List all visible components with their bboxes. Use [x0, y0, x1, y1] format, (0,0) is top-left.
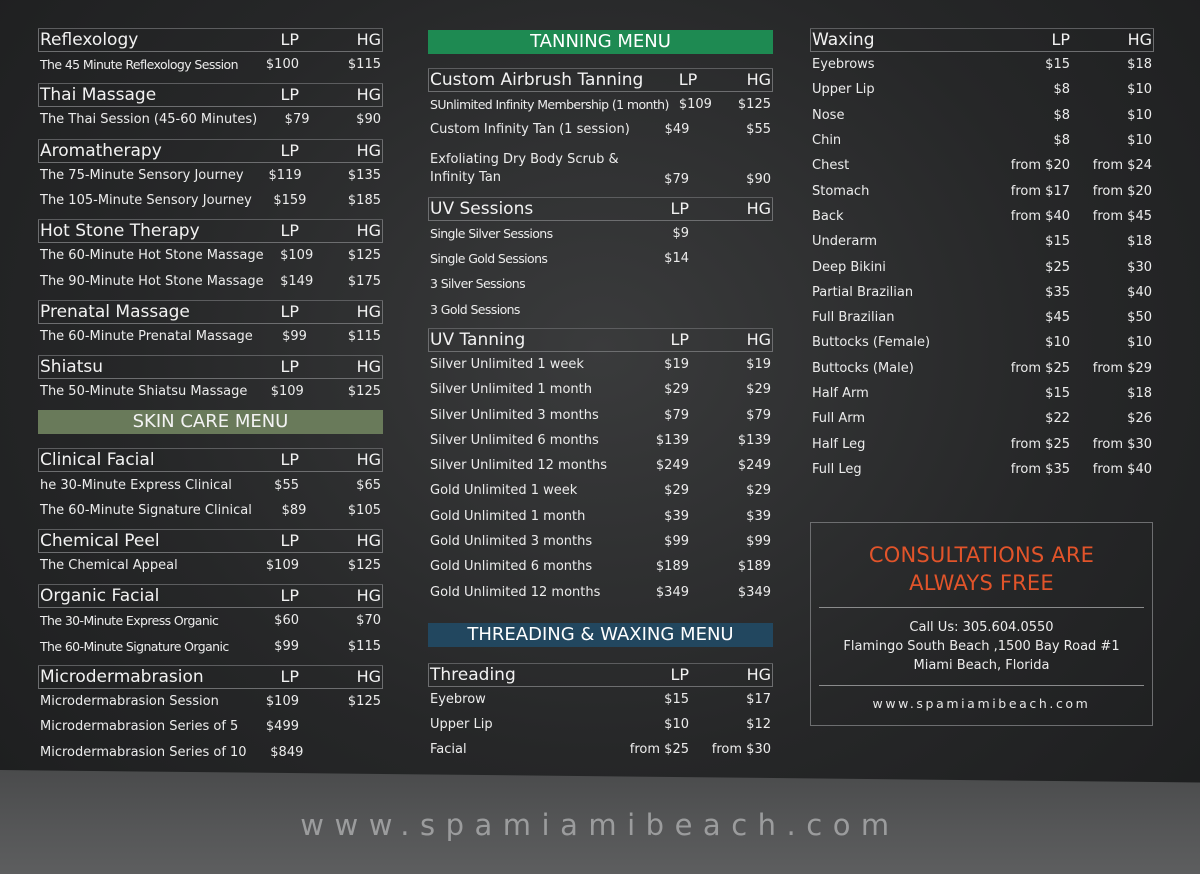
- service-name: Buttocks (Male): [812, 360, 914, 376]
- service-name: Silver Unlimited 6 months: [430, 432, 599, 448]
- hg-price: $30: [1127, 259, 1152, 275]
- lp-column-header: LP: [670, 198, 689, 218]
- hg-price: $125: [347, 558, 381, 574]
- service-name: Full Arm: [812, 411, 866, 427]
- service-name: Nose: [812, 107, 845, 123]
- price-row: [38, 379, 383, 404]
- service-name: 3 Gold Sessions: [430, 301, 520, 317]
- hg-price: $17: [746, 691, 771, 707]
- section-header: [38, 83, 383, 107]
- threading-banner: THREADING & WAXING MENU: [428, 623, 773, 647]
- hg-price: $29: [746, 483, 771, 499]
- hg-column-header: HG: [356, 85, 381, 105]
- price-row: [810, 356, 1154, 381]
- price-row: [810, 77, 1154, 102]
- lp-price: $79: [664, 171, 689, 187]
- service-name: Silver Unlimited 12 months: [430, 458, 608, 474]
- lp-price: $8: [1053, 133, 1070, 149]
- lp-price: from $20: [1010, 158, 1070, 174]
- waxing-column: [810, 28, 1154, 488]
- price-row: [810, 52, 1154, 77]
- menu-section: [428, 68, 773, 191]
- consult-headline-line1: CONSULTATIONS ARE: [868, 543, 1095, 567]
- service-name: Microdermabrasion Series of 10: [40, 744, 247, 760]
- section-title: Organic Facial: [40, 586, 160, 607]
- service-name: Partial Brazilian: [812, 284, 914, 300]
- lp-price: from $25: [1010, 436, 1070, 452]
- hg-column-header: HG: [356, 586, 381, 606]
- consult-headline: [811, 541, 1152, 597]
- service-name-line2: Infinity Tan: [430, 169, 502, 185]
- hg-price: $125: [347, 694, 381, 709]
- lp-price: $109: [280, 248, 314, 264]
- hg-column-header: HG: [356, 530, 381, 550]
- price-row: [428, 271, 773, 296]
- lp-price: $15: [1045, 386, 1070, 401]
- hg-price: $79: [746, 407, 771, 423]
- lp-price: from $25: [1010, 360, 1070, 376]
- service-name: Microdermabrasion Series of 5: [40, 719, 239, 735]
- hg-price: $90: [356, 112, 381, 128]
- massage-column: [38, 28, 383, 771]
- section-title: UV Sessions: [430, 198, 534, 219]
- lp-price: $19: [664, 356, 689, 372]
- price-row: [428, 246, 773, 271]
- hg-price: $26: [1127, 411, 1152, 427]
- hg-price: $50: [1127, 310, 1152, 326]
- menu-section: [38, 529, 383, 578]
- city: Miami Beach, Florida: [913, 658, 1050, 673]
- lp-price: $49: [664, 122, 690, 138]
- lp-price: $9: [672, 225, 689, 241]
- menu-section: [428, 663, 773, 763]
- price-row: [38, 472, 383, 497]
- service-name: Single Silver Sessions: [430, 225, 553, 241]
- lp-price: from $17: [1010, 183, 1070, 199]
- consult-headline-line2: ALWAYS FREE: [909, 571, 1054, 595]
- service-name: Gold Unlimited 1 week: [430, 483, 578, 499]
- lp-price: $109: [265, 558, 299, 574]
- hg-price: $19: [746, 356, 771, 372]
- lp-price: $8: [1053, 82, 1070, 98]
- hg-column-header: HG: [746, 664, 771, 684]
- service-name: The 60-Minute Signature Organic: [40, 638, 229, 654]
- lp-column-header: LP: [280, 221, 299, 241]
- menu-section: [38, 300, 383, 349]
- service-name: Gold Unlimited 6 months: [430, 559, 593, 575]
- hg-price: $10: [1127, 107, 1152, 123]
- service-name: Silver Unlimited 1 week: [430, 356, 584, 372]
- section-header: [38, 448, 383, 472]
- lp-price: $99: [274, 638, 299, 654]
- price-row: [38, 268, 383, 293]
- lp-price: $99: [664, 534, 689, 549]
- section-title: UV Tanning: [430, 329, 526, 350]
- price-row: [428, 352, 773, 377]
- lp-price: $119: [268, 167, 302, 183]
- lp-column-header: LP: [280, 586, 299, 606]
- section-header: [38, 139, 383, 163]
- hg-column-header: HG: [356, 301, 381, 321]
- lp-column-header: LP: [280, 450, 299, 470]
- hg-price: $99: [746, 534, 771, 549]
- price-row: [810, 457, 1154, 482]
- price-row: [428, 428, 773, 453]
- contact-info: [811, 618, 1152, 675]
- lp-price: $109: [678, 97, 712, 113]
- price-row: [810, 204, 1154, 229]
- service-name: Buttocks (Female): [812, 335, 931, 351]
- lp-price: $79: [284, 112, 310, 128]
- service-name: Silver Unlimited 3 months: [430, 407, 599, 423]
- lp-column-header: LP: [280, 85, 299, 105]
- section-header: [38, 219, 383, 243]
- menu-section: [38, 584, 383, 659]
- service-name: Back: [812, 208, 844, 224]
- hg-price: from $29: [1092, 360, 1152, 376]
- lp-column-header: LP: [280, 30, 299, 49]
- service-name: [430, 151, 629, 187]
- lp-price: $39: [664, 508, 689, 524]
- price-row: [810, 431, 1154, 456]
- lp-price: $189: [655, 559, 689, 575]
- hg-price: $115: [347, 57, 381, 73]
- price-row: [38, 689, 383, 714]
- section-header: [38, 28, 383, 52]
- price-row: [810, 305, 1154, 330]
- hg-price: $18: [1127, 234, 1152, 250]
- price-row: [428, 529, 773, 554]
- section-title: Shiatsu: [40, 357, 104, 378]
- lp-price: $139: [655, 432, 689, 448]
- service-name: The 45 Minute Reflexology Session: [40, 57, 238, 73]
- menu-section: [38, 355, 383, 404]
- lp-price: from $35: [1010, 461, 1070, 477]
- hg-price: from $45: [1092, 208, 1152, 224]
- service-name: The 60-Minute Prenatal Massage: [40, 328, 253, 344]
- price-row: [428, 117, 773, 142]
- hg-price: $90: [746, 171, 771, 187]
- price-row: [428, 92, 773, 117]
- hg-column-header: HG: [746, 198, 771, 218]
- service-name: Gold Unlimited 1 month: [430, 508, 586, 524]
- section-header: [428, 328, 773, 352]
- service-name: Half Leg: [812, 436, 866, 452]
- lp-price: $8: [1053, 107, 1070, 123]
- hg-price: $115: [347, 638, 381, 654]
- hg-price: from $30: [711, 742, 771, 758]
- hg-price: $349: [737, 584, 771, 600]
- hg-column-header: HG: [356, 30, 381, 49]
- service-name: Upper Lip: [430, 717, 493, 733]
- menu-section: [38, 665, 383, 765]
- service-name: Underarm: [812, 234, 878, 250]
- lp-price: $15: [664, 691, 689, 707]
- section-title: Microdermabrasion: [40, 666, 204, 687]
- price-row: [810, 153, 1154, 178]
- service-name: The Chemical Appeal: [40, 558, 178, 574]
- section-header: [428, 197, 773, 221]
- lp-price: $22: [1045, 411, 1070, 427]
- price-row: [38, 188, 383, 213]
- service-name: The 60-Minute Hot Stone Massage: [40, 248, 264, 264]
- hg-price: $139: [737, 432, 771, 448]
- service-name: Eyebrows: [812, 57, 875, 73]
- service-name-line1: Exfoliating Dry Body Scrub &: [430, 151, 619, 167]
- lp-price: $79: [664, 407, 689, 423]
- divider: [819, 685, 1144, 686]
- price-row: [428, 221, 773, 246]
- lp-price: $29: [664, 483, 689, 499]
- service-name: The 30-Minute Express Organic: [40, 613, 219, 629]
- hg-price: from $20: [1092, 183, 1152, 199]
- price-row: [810, 406, 1154, 431]
- section-header: [38, 529, 383, 553]
- hg-price: $18: [1127, 386, 1152, 401]
- hg-price: $10: [1127, 82, 1152, 98]
- section-title: Waxing: [812, 30, 875, 50]
- lp-column-header: LP: [1051, 30, 1070, 49]
- service-name: Deep Bikini: [812, 259, 886, 275]
- service-name: Microdermabrasion Session: [40, 694, 219, 709]
- service-name: The 50-Minute Shiatsu Massage: [40, 384, 248, 400]
- lp-price: $10: [664, 717, 689, 733]
- hg-column-header: HG: [356, 221, 381, 241]
- price-row: [810, 128, 1154, 153]
- lp-price: $29: [664, 382, 689, 398]
- service-name: Custom Infinity Tan (1 session): [430, 122, 630, 138]
- hg-column-header: HG: [356, 666, 381, 686]
- service-name: SUnlimited Infinity Membership (1 month): [430, 97, 669, 113]
- section-header: [38, 355, 383, 379]
- hg-column-header: HG: [356, 450, 381, 470]
- menu-section: [428, 197, 773, 322]
- hg-price: $115: [347, 328, 381, 344]
- tanning-column: [428, 30, 773, 769]
- lp-column-header: LP: [280, 357, 299, 377]
- price-row: [428, 737, 773, 762]
- price-row: [38, 608, 383, 633]
- hg-price: $135: [347, 167, 381, 183]
- price-row: [428, 504, 773, 529]
- price-row: [38, 714, 383, 739]
- service-name: Gold Unlimited 3 months: [430, 534, 593, 549]
- hg-price: from $24: [1092, 158, 1152, 174]
- section-title: Chemical Peel: [40, 530, 160, 551]
- price-row: [38, 498, 383, 523]
- lp-price: $15: [1045, 234, 1070, 250]
- service-name: Chin: [812, 133, 842, 149]
- service-name: Half Arm: [812, 386, 869, 401]
- service-name: The 90-Minute Hot Stone Massage: [40, 273, 264, 289]
- menu-section: [810, 28, 1154, 482]
- lp-price: $10: [1045, 335, 1070, 351]
- lp-price: $100: [265, 57, 299, 73]
- lp-column-header: LP: [670, 664, 689, 684]
- section-title: Aromatherapy: [40, 140, 162, 161]
- lp-price: $349: [655, 584, 689, 600]
- lp-price: $249: [655, 458, 689, 474]
- service-name: Full Brazilian: [812, 310, 895, 326]
- hg-price: $175: [347, 273, 381, 289]
- service-name: Stomach: [812, 183, 870, 199]
- hg-column-header: HG: [746, 70, 771, 89]
- lp-column-header: LP: [678, 70, 698, 89]
- price-row: [428, 478, 773, 503]
- address: Flamingo South Beach ,1500 Bay Road #1: [843, 639, 1120, 654]
- hg-price: $185: [347, 193, 381, 209]
- tanning-banner: TANNING MENU: [428, 30, 773, 54]
- service-name: he 30-Minute Express Clinical: [40, 477, 232, 493]
- hg-column-header: HG: [356, 140, 381, 160]
- hg-price: from $30: [1092, 436, 1152, 452]
- hg-price: $70: [356, 613, 381, 629]
- hg-price: $125: [347, 384, 381, 400]
- price-row: [810, 330, 1154, 355]
- price-row: [428, 402, 773, 427]
- service-name: Full Leg: [812, 461, 862, 477]
- service-name: Single Gold Sessions: [430, 251, 548, 267]
- lp-column-header: LP: [280, 530, 299, 550]
- section-title: Custom Airbrush Tanning: [430, 70, 644, 90]
- lp-price: from $25: [629, 742, 689, 758]
- skin-care-banner: SKIN CARE MENU: [38, 410, 383, 434]
- section-header: [428, 68, 773, 92]
- lp-price: $15: [1045, 57, 1070, 73]
- service-name: Chest: [812, 158, 850, 174]
- section-header: [810, 28, 1154, 52]
- service-name: The Thai Session (45-60 Minutes): [40, 112, 258, 128]
- section-header: [38, 584, 383, 608]
- price-row: [38, 163, 383, 188]
- section-title: Threading: [430, 664, 516, 685]
- section-title: Thai Massage: [40, 85, 157, 106]
- price-row: [38, 324, 383, 349]
- price-row: [38, 52, 383, 77]
- price-row: [428, 453, 773, 478]
- section-header: [428, 663, 773, 687]
- hg-price: $55: [746, 122, 771, 138]
- price-row: [810, 381, 1154, 406]
- hg-price: $40: [1127, 284, 1152, 300]
- menu-section: [38, 139, 383, 214]
- phone: Call Us: 305.604.0550: [909, 620, 1054, 635]
- menu-section: [38, 448, 383, 523]
- lp-price: $149: [280, 273, 314, 289]
- divider: [819, 607, 1144, 608]
- lp-price: $159: [273, 193, 307, 209]
- service-name: 3 Silver Sessions: [430, 276, 526, 292]
- hg-price: $10: [1127, 335, 1152, 351]
- price-row: [38, 634, 383, 659]
- service-name: Gold Unlimited 12 months: [430, 584, 601, 600]
- menu-section: [38, 28, 383, 77]
- lp-column-header: LP: [280, 666, 299, 686]
- lp-price: $25: [1045, 259, 1070, 275]
- service-name: Upper Lip: [812, 82, 875, 98]
- price-row: [428, 377, 773, 402]
- lp-price: from $40: [1010, 208, 1070, 224]
- price-row: [810, 254, 1154, 279]
- menu-section: [428, 328, 773, 605]
- lp-price: $45: [1045, 310, 1070, 326]
- price-row: [428, 143, 773, 191]
- section-title: Prenatal Massage: [40, 301, 190, 322]
- lp-column-header: LP: [280, 301, 299, 321]
- service-name: The 60-Minute Signature Clinical: [40, 502, 252, 518]
- price-row: [810, 229, 1154, 254]
- consultation-box: [810, 522, 1153, 726]
- lp-price: $14: [664, 251, 689, 267]
- section-title: Hot Stone Therapy: [40, 221, 200, 242]
- lp-price: $35: [1045, 284, 1070, 300]
- price-row: [38, 243, 383, 268]
- service-name: The 75-Minute Sensory Journey: [40, 167, 244, 183]
- price-row: [428, 687, 773, 712]
- lp-price: $60: [274, 613, 299, 629]
- price-row: [38, 739, 383, 764]
- price-row: [428, 712, 773, 737]
- hg-column-header: HG: [746, 329, 771, 349]
- service-name: Facial: [430, 742, 467, 758]
- lp-price: $55: [274, 477, 299, 493]
- lp-price: $99: [282, 328, 307, 344]
- menu-section: [38, 83, 383, 132]
- price-row: [810, 178, 1154, 203]
- price-row: [428, 554, 773, 579]
- price-row: [38, 107, 383, 132]
- section-header: [38, 300, 383, 324]
- hg-price: $189: [737, 559, 771, 575]
- hg-price: $105: [347, 502, 381, 518]
- footer-website: www.spamiamibeach.com: [300, 808, 900, 842]
- service-name: Eyebrow: [430, 691, 486, 707]
- section-title: Reflexology: [40, 30, 139, 50]
- consult-website: www.spamiamibeach.com: [872, 696, 1091, 711]
- menu-section: [38, 219, 383, 294]
- hg-price: from $40: [1092, 461, 1152, 477]
- service-name: Silver Unlimited 1 month: [430, 382, 592, 398]
- price-row: [810, 280, 1154, 305]
- section-header: [38, 665, 383, 689]
- hg-price: $65: [356, 477, 381, 493]
- hg-price: $249: [737, 458, 771, 474]
- hg-column-header: HG: [1127, 30, 1152, 49]
- price-row: [810, 103, 1154, 128]
- section-title: Clinical Facial: [40, 450, 155, 471]
- price-row: [38, 553, 383, 578]
- hg-price: $125: [737, 97, 771, 113]
- price-row: [428, 296, 773, 321]
- lp-price: $849: [270, 744, 304, 760]
- service-name: The 105-Minute Sensory Journey: [40, 193, 252, 209]
- lp-price: $499: [265, 719, 299, 735]
- hg-price: $18: [1127, 57, 1152, 73]
- lp-price: $89: [281, 502, 307, 518]
- price-row: [428, 579, 773, 604]
- hg-price: $39: [746, 508, 771, 524]
- hg-price: $125: [347, 248, 381, 264]
- hg-price: $29: [746, 382, 771, 398]
- lp-price: $109: [270, 384, 304, 400]
- lp-price: $109: [265, 694, 299, 709]
- hg-price: $12: [746, 717, 771, 733]
- lp-column-header: LP: [670, 329, 689, 349]
- hg-price: $10: [1127, 133, 1152, 149]
- hg-column-header: HG: [356, 357, 381, 377]
- lp-column-header: LP: [280, 140, 299, 160]
